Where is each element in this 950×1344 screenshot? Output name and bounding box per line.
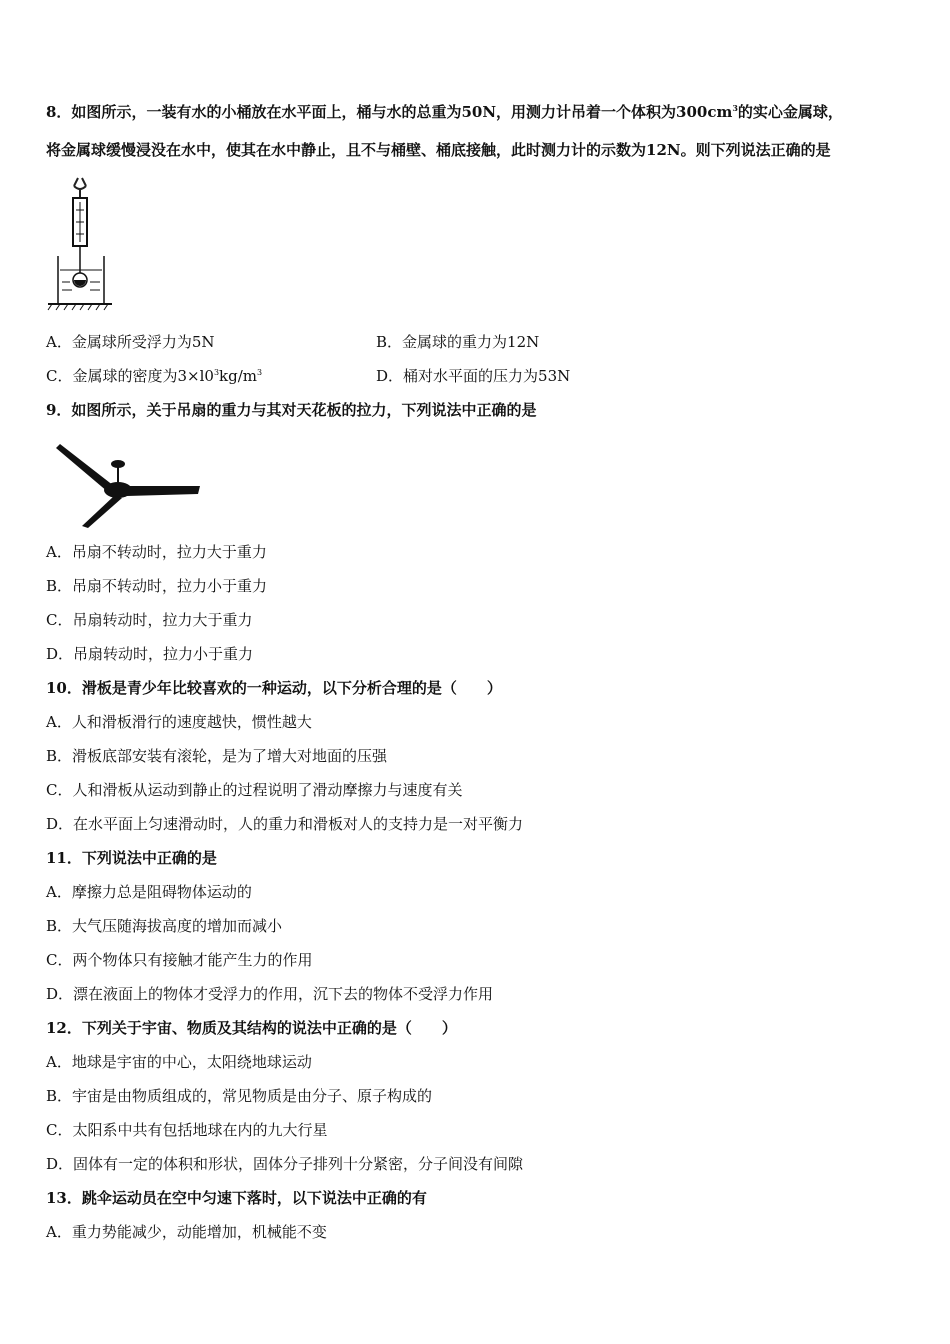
question-9-option-b: B．吊扇不转动时，拉力小于重力	[46, 577, 268, 595]
question-8-option-d: D．桶对水平面的压力为53N	[376, 367, 571, 385]
question-10-option-d: D．在水平面上匀速滑动时，人的重力和滑板对人的支持力是一对平衡力	[46, 815, 524, 833]
question-11-stem: 11．下列说法中正确的是	[46, 849, 217, 867]
question-10-stem: 10．滑板是青少年比较喜欢的一种运动，以下分析合理的是（ ）	[46, 679, 502, 697]
question-8-option-c: C．金属球的密度为$3\times l0^3kg/m^3$	[46, 367, 263, 385]
question-12-stem: 12．下列关于宇宙、物质及其结构的说法中正确的是（ ）	[46, 1019, 457, 1037]
question-11-option-c: C．两个物体只有接触才能产生力的作用	[46, 951, 313, 969]
question-9-option-d: D．吊扇转动时，拉力小于重力	[46, 645, 254, 663]
question-9-option-c: C．吊扇转动时，拉力大于重力	[46, 611, 253, 629]
question-13-stem: 13．跳伞运动员在空中匀速下落时，以下说法中正确的有	[46, 1189, 427, 1207]
question-8-stem-line-1: 8．如图所示，一装有水的小桶放在水平面上，桶与水的总重为50N，用测力计吊着一个体积为$300cm^3$的实心金属球，	[46, 103, 843, 121]
question-12-option-b: B．宇宙是由物质组成的，常见物质是由分子、原子构成的	[46, 1087, 433, 1105]
question-10-option-c: C．人和滑板从运动到静止的过程说明了滑动摩擦力与速度有关	[46, 781, 463, 799]
question-10-option-b: B．滑板底部安装有滚轮，是为了增大对地面的压强	[46, 747, 388, 765]
question-12-option-c: C．太阳系中共有包括地球在内的九大行星	[46, 1121, 328, 1139]
question-11-option-b: B．大气压随海拔高度的增加而减小	[46, 917, 283, 935]
question-11-option-a: A．摩擦力总是阻碍物体运动的	[46, 883, 252, 901]
question-11-option-d: D．漂在液面上的物体才受浮力的作用，沉下去的物体不受浮力作用	[46, 985, 494, 1003]
question-10-option-a: A．人和滑板滑行的速度越快，惯性越大	[46, 713, 312, 731]
question-8-option-b: B．金属球的重力为12N	[376, 333, 540, 351]
question-13-option-a: A．重力势能减少，动能增加，机械能不变	[46, 1223, 327, 1241]
question-8-option-a: A．金属球所受浮力为5N	[46, 333, 215, 351]
question-12-option-a: A．地球是宇宙的中心，太阳绕地球运动	[46, 1053, 312, 1071]
question-9-stem: 9．如图所示，关于吊扇的重力与其对天花板的拉力，下列说法中正确的是	[46, 401, 537, 419]
ceiling-fan-figure	[56, 436, 204, 530]
question-12-option-d: D．固体有一定的体积和形状，固体分子排列十分紧密，分子间没有间隙	[46, 1155, 524, 1173]
spring-scale-figure	[46, 176, 114, 312]
question-9-option-a: A．吊扇不转动时，拉力大于重力	[46, 543, 267, 561]
question-8-stem-line-2: 将金属球缓慢浸没在水中，使其在水中静止，且不与桶壁、桶底接触，此时测力计的示数为12N。则下列说法正确的是	[46, 141, 831, 159]
